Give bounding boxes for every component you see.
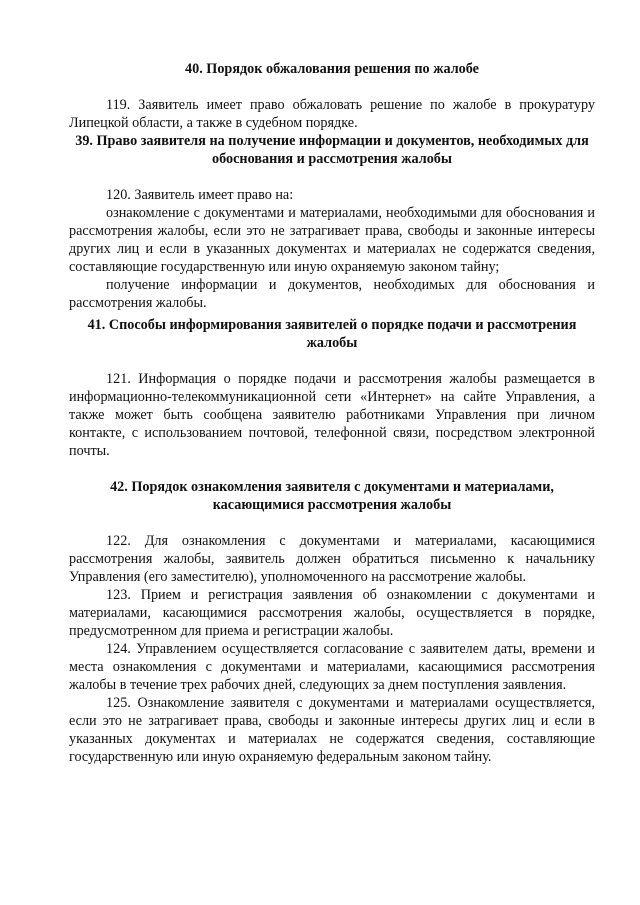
- section-41: [69, 316, 595, 460]
- section-heading: 41. Способы информирования заявителей о порядке подачи и рассмотрения жалобы: [87, 317, 577, 351]
- section-heading: 40. Порядок обжалования решения по жалобе: [185, 61, 479, 77]
- section-40: [69, 60, 595, 132]
- paragraph-120-item-1: ознакомление с документами и материалами, необходимыми для обоснования и рассмотрения жалобы, если это не затрагивает права, свободы и законные интересы других лиц и если в указанных документах и материалах не содержатся сведения, составляющие государственную или иную охраняемую законом тайну;: [69, 205, 595, 275]
- section-42: [69, 478, 595, 766]
- paragraph-120-item-2: получение информации и документов, необходимых для обоснования и рассмотрения жалобы.: [69, 277, 595, 311]
- paragraph-121: 121. Информация о порядке подачи и рассмотрения жалобы размещается в информационно-телекоммуникационной сети «Интернет» на сайте Управления, а также может быть сообщена заявителю работниками Управления при личном контакте, с использованием почтовой, телефонной связи, посредством электронной почты.: [69, 371, 595, 459]
- paragraph-124: 124. Управлением осуществляется согласование с заявителем даты, времени и места ознакомления с документами и материалами, касающимися рассмотрения жалобы в течение трех рабочих дней, следующих за днем поступления заявления.: [69, 641, 595, 693]
- paragraph-125: 125. Ознакомление заявителя с документами и материалами осуществляется, если это не затрагивает права, свободы и законные интересы других лиц и если в указанных документах и материалах не содержатся сведения, составляющие государственную или иную охраняемую федеральным законом тайну.: [69, 695, 595, 765]
- paragraph-122: 122. Для ознакомления с документами и материалами, касающимися рассмотрения жалобы, заявитель должен обратиться письменно к начальнику Управления (его заместителю), уполномоченного на рассмотрение жалобы.: [69, 533, 595, 585]
- section-39: [69, 132, 595, 312]
- section-heading: 39. Право заявителя на получение информации и документов, необходимых для обоснования и рассмотрения жалобы: [75, 133, 589, 167]
- paragraph-120: 120. Заявитель имеет право на:: [106, 187, 294, 203]
- section-heading: 42. Порядок ознакомления заявителя с документами и материалами, касающимися рассмотрения жалобы: [110, 479, 554, 513]
- paragraph-123: 123. Прием и регистрация заявления об ознакомлении с документами и материалами, касающимися рассмотрения жалобы, осуществляется в порядке, предусмотренном для приема и регистрации жалобы.: [69, 587, 595, 639]
- document-content: [69, 60, 595, 766]
- paragraph-119: 119. Заявитель имеет право обжаловать решение по жалобе в прокуратуру Липецкой области, а также в судебном порядке.: [69, 97, 595, 131]
